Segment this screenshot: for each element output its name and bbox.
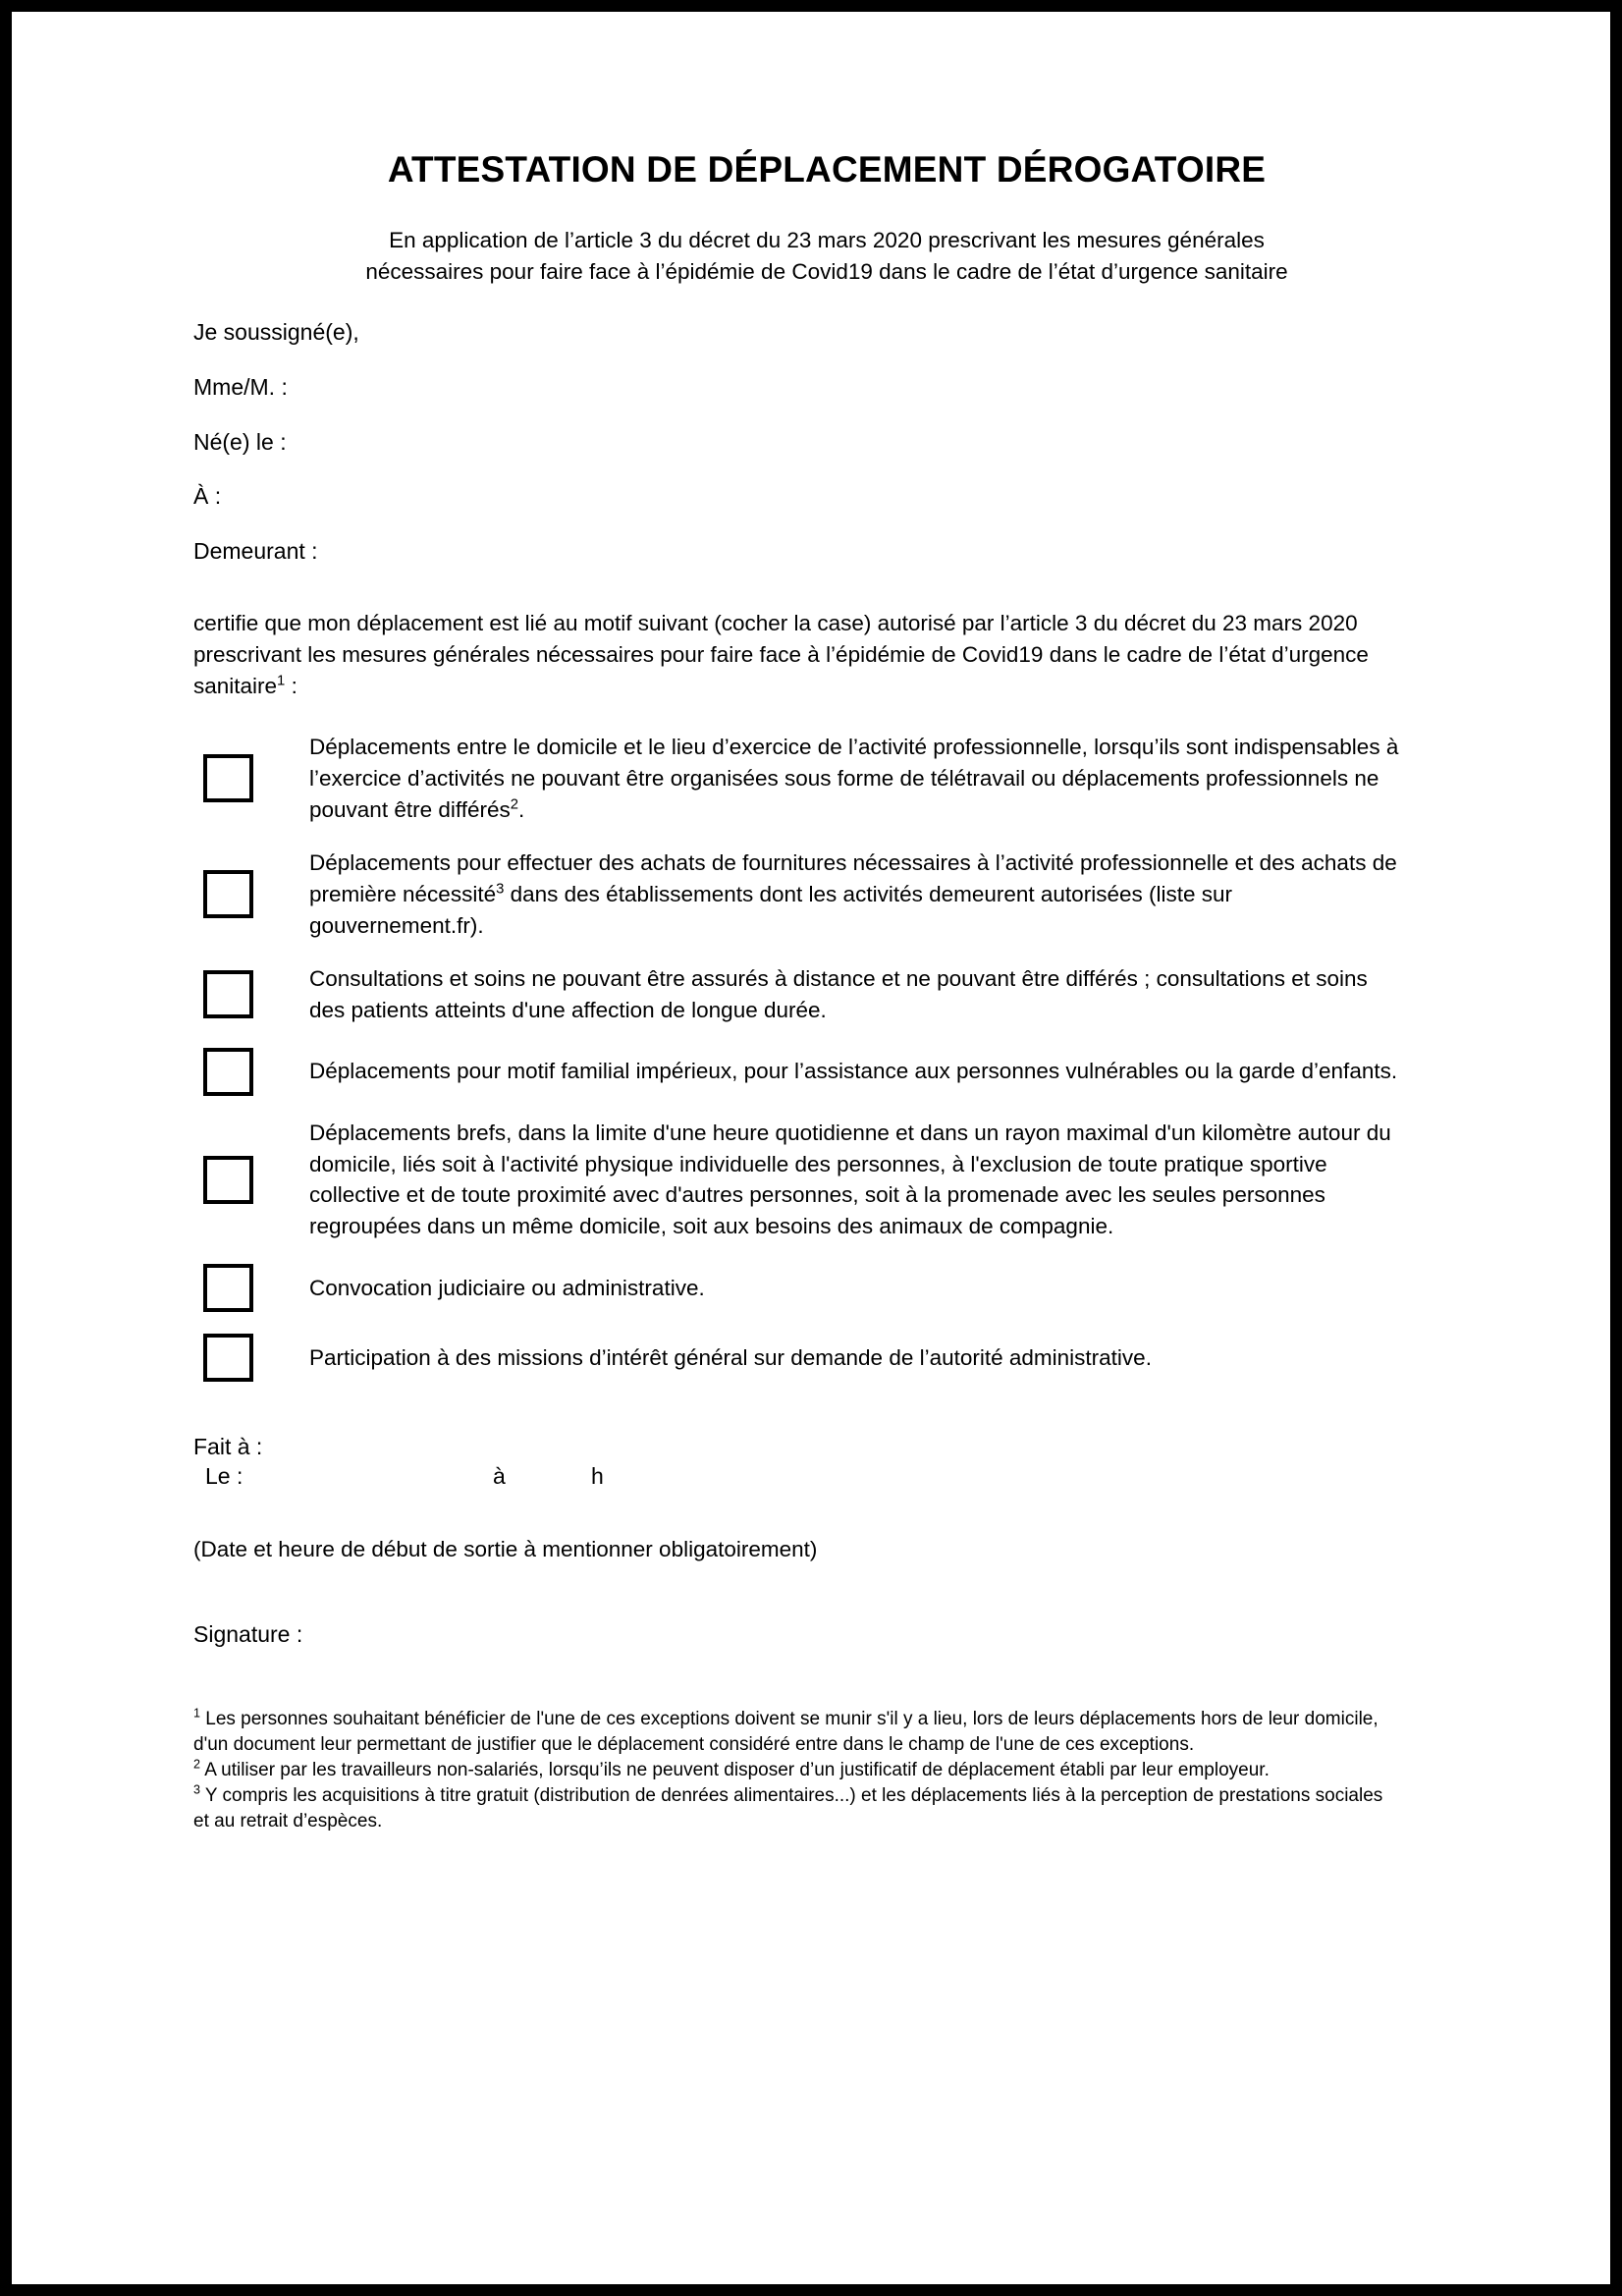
- checkbox-reason-4[interactable]: [203, 1048, 253, 1096]
- signature-field-label[interactable]: Signature :: [193, 1621, 303, 1648]
- intro-line-1: En application de l’article 3 du décret du 23 mars 2020 prescrivant les mesures générales: [389, 227, 1265, 252]
- intro-line-2: nécessaires pour faire face à l’épidémie de Covid19 dans le cadre de l’état d’urgence sanitaire: [365, 259, 1288, 285]
- place-field-label[interactable]: Fait à :: [193, 1434, 263, 1460]
- address-field-label[interactable]: Demeurant :: [193, 538, 318, 565]
- birth-place-field-label[interactable]: À :: [193, 483, 222, 510]
- reason-item[interactable]: [193, 826, 1460, 942]
- birth-date-field-label[interactable]: Né(e) le :: [193, 428, 287, 455]
- footnote-ref-1: 1: [277, 673, 286, 689]
- reason-text-1: Déplacements entre le domicile et le lieu d’exercice de l’activité professionnelle, lorsqu’ils sont indispensables à l’exercice d’activités ne pouvant être organisées sous forme de télétravail ou déplacements professionnels ne pouvant être différés: [309, 735, 1399, 822]
- reason-text-1-end: .: [518, 796, 525, 822]
- reason-label-6: [309, 1273, 705, 1304]
- checkbox-reason-5[interactable]: [203, 1156, 253, 1204]
- date-field-label[interactable]: Le :: [205, 1463, 243, 1490]
- footnote-marker-3: 3: [193, 1782, 200, 1797]
- closing-block: [193, 1382, 1460, 1650]
- time-at-label: à: [493, 1463, 506, 1490]
- page-title: ATTESTATION DE DÉPLACEMENT DÉROGATOIRE: [387, 149, 1267, 190]
- footnote-2: [193, 1758, 1401, 1783]
- reason-item[interactable]: [193, 1242, 1460, 1312]
- date-note: (Date et heure de début de sortie à mentionner obligatoirement): [193, 1537, 818, 1562]
- footnote-marker-2: 2: [193, 1757, 200, 1772]
- footnote-1: [193, 1707, 1401, 1758]
- checkbox-reason-3[interactable]: [203, 970, 253, 1018]
- reason-item[interactable]: [193, 942, 1460, 1026]
- certification-paragraph: [193, 567, 1440, 702]
- reason-label-7: [309, 1342, 1152, 1374]
- footnote-marker-1: 1: [193, 1707, 200, 1722]
- footnote-text-1: Les personnes souhaitant bénéficier de l'une de ces exceptions doivent se munir s'il y a lieu, lors de leurs déplacements hors de leur domicile, d'un document leur permettant de justifier que le déplacement considéré entre dans le champ de l'une de ces exceptions.: [193, 1709, 1379, 1756]
- checkbox-reason-2[interactable]: [203, 870, 253, 918]
- reason-text-4: Déplacements pour motif familial impérieux, pour l’assistance aux personnes vulnérables ou la garde d’enfants.: [309, 1059, 1398, 1084]
- footnote-ref-3: 3: [496, 881, 505, 898]
- checkbox-reason-7[interactable]: [203, 1334, 253, 1382]
- footnote-3: [193, 1783, 1401, 1834]
- reason-item[interactable]: [193, 732, 1460, 826]
- reason-text-2-end: dans des établissements dont les activités demeurent autorisées (liste sur gouvernement.fr).: [309, 881, 1232, 938]
- certification-text-end: :: [285, 674, 297, 699]
- reason-item[interactable]: [193, 1026, 1460, 1096]
- reason-item[interactable]: [193, 1096, 1460, 1243]
- footnote-text-3: Y compris les acquisitions à titre gratuit (distribution de denrées alimentaires...) et les déplacements liés à la perception de prestations sociales et au retrait d’espèces.: [193, 1784, 1383, 1831]
- date-time-line[interactable]: [193, 1462, 1460, 1529]
- reason-text-3: Consultations et soins ne pouvant être assurés à distance et ne pouvant être différés ; consultations et soins des patients atteints d'une affection de longue durée.: [309, 965, 1368, 1022]
- reason-text-6: Convocation judiciaire ou administrative.: [309, 1275, 705, 1300]
- footnote-text-2: A utiliser par les travailleurs non-salariés, lorsqu’ils ne peuvent disposer d’un justificatif de déplacement établi par leur employeur.: [204, 1760, 1270, 1780]
- reason-label-2: [309, 847, 1409, 942]
- intro-paragraph: [193, 191, 1460, 289]
- reason-text-2: Déplacements pour effectuer des achats de fournitures nécessaires à l’activité professionnelle et des achats de première nécessité: [309, 849, 1397, 906]
- reason-label-3: [309, 963, 1409, 1026]
- checkbox-reason-1[interactable]: [203, 754, 253, 802]
- time-hour-label: h: [591, 1463, 604, 1490]
- name-field-label[interactable]: Mme/M. :: [193, 373, 288, 400]
- reason-label-4: [309, 1056, 1397, 1087]
- identity-fields: [193, 289, 1460, 567]
- page-content: [193, 12, 1460, 1833]
- reason-text-5: Déplacements brefs, dans la limite d'une heure quotidienne et dans un rayon maximal d'un kilomètre autour du domicile, liés soit à l'activité physique individuelle des personnes, à l'exclusion de toute pratique sportive collective et de toute proximité avec d'autres personnes, soit à la promenade avec les seules personnes regroupées dans un même domicile, soit aux besoins des animaux de compagnie.: [309, 1120, 1391, 1239]
- reasons-list: [193, 702, 1460, 1382]
- undersigned-label: Je soussigné(e),: [193, 318, 359, 345]
- reason-label-5: [309, 1118, 1409, 1243]
- footnotes-section: [193, 1650, 1401, 1833]
- footnote-ref-2: 2: [510, 796, 518, 813]
- certification-text: certifie que mon déplacement est lié au motif suivant (cocher la case) autorisé par l’article 3 du décret du 23 mars 2020 prescrivant les mesures générales nécessaires pour faire face à l’épidémie de Covid19 dans le cadre de l’état d’urgence sanitaire: [193, 611, 1369, 699]
- checkbox-reason-6[interactable]: [203, 1264, 253, 1312]
- reason-text-7: Participation à des missions d’intérêt général sur demande de l’autorité administrative.: [309, 1344, 1152, 1370]
- reason-item[interactable]: [193, 1312, 1460, 1382]
- reason-label-1: [309, 732, 1409, 826]
